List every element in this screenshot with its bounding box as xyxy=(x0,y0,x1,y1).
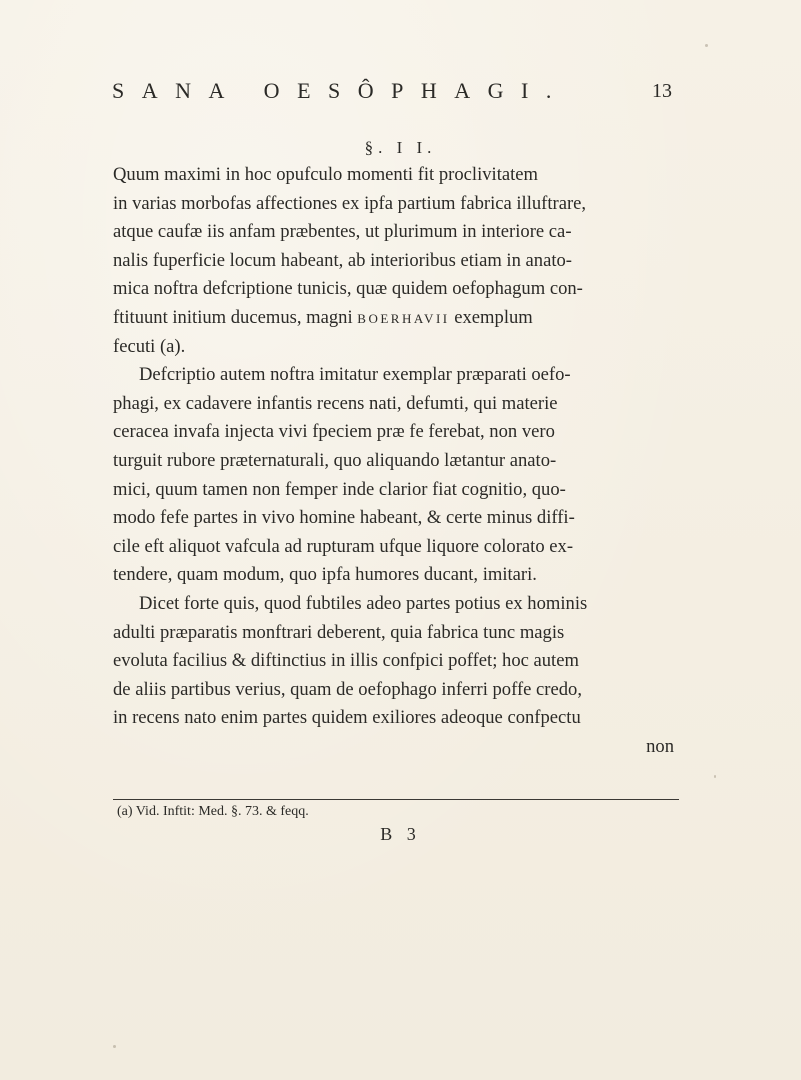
text-line xyxy=(113,676,679,705)
text-segment: Dicet forte quis, quod fubtiles adeo partes potius ex hominis xyxy=(139,592,588,614)
text-segment: Defcriptio autem noftra imitatur exemplar præparati oefo- xyxy=(139,364,571,386)
paper-spot xyxy=(113,1045,116,1048)
text-line xyxy=(113,390,679,419)
body-text xyxy=(113,161,679,761)
text-line xyxy=(113,161,679,190)
text-segment: phagi, ex cadavere infantis recens nati, defumti, qui materie xyxy=(113,392,558,414)
text-line xyxy=(113,190,679,219)
text-line xyxy=(113,247,679,276)
text-line xyxy=(113,275,679,304)
footnote-rule xyxy=(113,799,679,800)
text-line xyxy=(113,304,679,333)
paper-spot xyxy=(714,775,716,778)
running-head xyxy=(112,78,672,106)
page-number: 13 xyxy=(652,80,672,102)
text-line xyxy=(113,533,679,562)
text-segment: fecuti (a). xyxy=(113,335,186,357)
text-segment: mica noftra defcriptione tunicis, quæ quidem oefophagum con- xyxy=(113,278,583,300)
text-line xyxy=(113,476,679,505)
text-line xyxy=(113,333,679,362)
running-head-title: SANA OESÔPHAGI. xyxy=(112,78,569,103)
printer-signature: B 3 xyxy=(380,824,421,844)
footnote: (a) Vid. Inftit: Med. §. 73. & feqq. xyxy=(117,804,309,819)
text-segment: turguit rubore præternaturali, quo aliquando lætantur anato- xyxy=(113,449,557,471)
text-segment: non xyxy=(646,735,674,757)
text-segment: modo fefe partes in vivo homine habeant, & certe minus diffi- xyxy=(113,507,575,529)
text-line xyxy=(113,418,679,447)
text-segment: nalis fuperficie locum habeant, ab interioribus etiam in anato- xyxy=(113,249,572,271)
text-segment: evoluta facilius & diftinctius in illis confpici poffet; hoc autem xyxy=(113,650,579,672)
text-segment: ftituunt initium ducemus, magni xyxy=(113,306,358,328)
text-segment: de aliis partibus verius, quam de oefophago inferri poffe credo, xyxy=(113,678,582,700)
text-segment: mici, quum tamen non femper inde clarior fiat cognitio, quo- xyxy=(113,478,566,500)
text-line xyxy=(113,590,679,619)
text-segment: Quum maximi in hoc opufculo momenti fit proclivitatem xyxy=(113,164,538,185)
text-line xyxy=(113,647,679,676)
text-segment: in varias morbofas affectiones ex ipfa partium fabrica illuftrare, xyxy=(113,192,587,214)
text-line xyxy=(113,504,679,533)
text-line xyxy=(113,619,679,648)
text-segment: exemplum xyxy=(449,306,533,328)
text-line xyxy=(113,704,679,733)
text-segment: in recens nato enim partes quidem exiliores adeoque confpectu xyxy=(113,707,581,729)
text-line xyxy=(113,361,679,390)
section-heading: §. I I. xyxy=(364,138,437,157)
text-segment: adulti præparatis monftrari deberent, quia fabrica tunc magis xyxy=(113,621,565,643)
text-segment: cile eft aliquot vafcula ad rupturam ufque liquore colorato ex- xyxy=(113,535,574,557)
paper-spot xyxy=(705,44,708,47)
text-line xyxy=(113,733,679,762)
text-line xyxy=(113,447,679,476)
small-caps-name: BOERHAVII xyxy=(357,310,450,326)
text-segment: atque caufæ iis anfam præbentes, ut plurimum in interiore ca- xyxy=(113,221,572,243)
text-segment: ceracea invafa injecta vivi fpeciem præ fe ferebat, non vero xyxy=(113,421,555,443)
text-line xyxy=(113,218,679,247)
text-segment: tendere, quam modum, quo ipfa humores ducant, imitari. xyxy=(113,564,537,586)
text-line xyxy=(113,561,679,590)
